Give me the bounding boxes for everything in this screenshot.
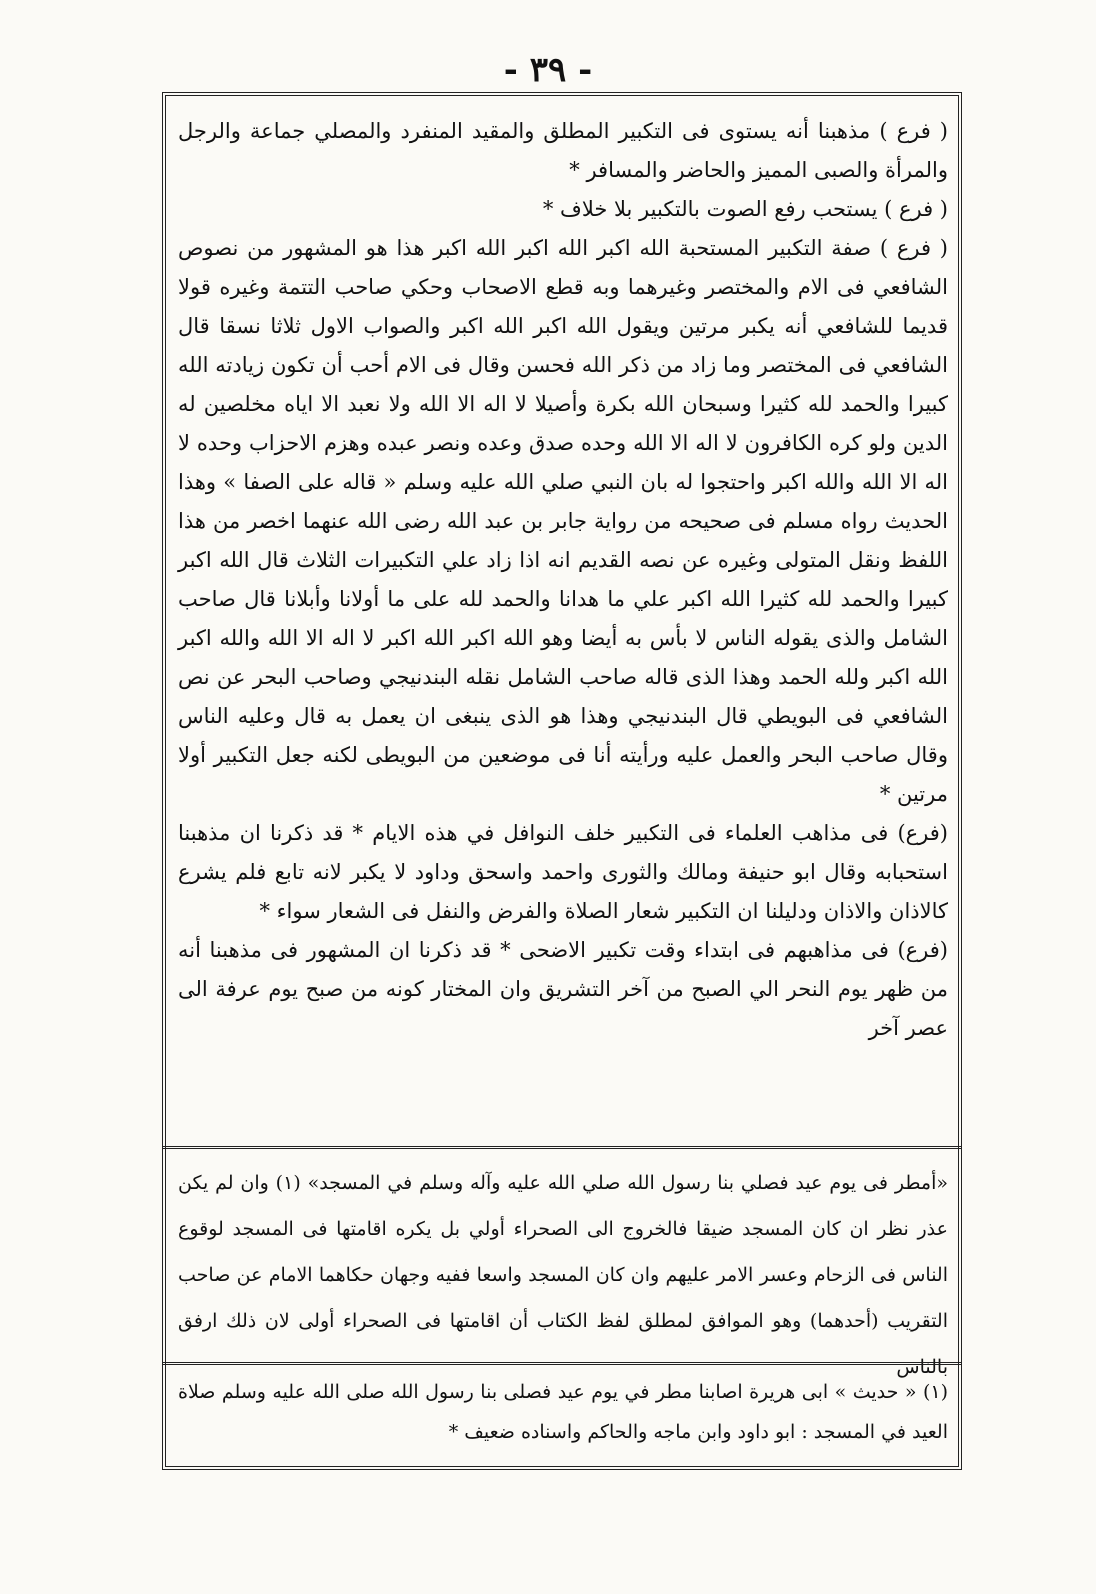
paragraph-4: (فرع) فى مذاهب العلماء فى التكبير خلف النوافل في هذه الايام * قد ذكرنا ان مذهبنا استحبابه وقال ابو حنيفة ومالك والثورى واحمد واسحق وداود لا يكبر لانه تابع فلم يشرع كالاذان والاذان ودليلنا ان التكبير شعار الصلاة والفرض والنفل فى الشعار سواء * [178,821,948,923]
paragraph-2: ( فرع ) يستحب رفع الصوت بالتكبير بلا خلاف * [542,197,948,221]
paragraph-5: (فرع) فى مذاهبهم فى ابتداء وقت تكبير الاضحى * قد ذكرنا ان المشهور فى مذهبنا أنه من ظهر يوم النحر الي الصبح من آخر التشريق وان المختار كونه من صبح يوم عرفة الى عصر آخر [178,938,948,1040]
paragraph-1: ( فرع ) مذهبنا أنه يستوى فى التكبير المطلق والمقيد المنفرد والمصلي جماعة والرجل والمرأة والصبى المميز والحاضر والمسافر * [178,119,948,182]
page-number: - ٣٩ - [503,50,593,90]
divider-commentary [162,1146,962,1149]
main-text [178,112,948,1140]
footnotes-section [178,1372,948,1462]
commentary-section [178,1160,948,1378]
footnote-1: (١) « حديث » ابى هريرة اصابنا مطر في يوم عيد فصلى بنا رسول الله صلى الله عليه وسلم صلاة العيد في المسجد : ابو داود وابن ماجه والحاكم واسناده ضعيف * [178,1381,948,1443]
paragraph-3: ( فرع ) صفة التكبير المستحبة الله اكبر الله اكبر الله اكبر هذا هو المشهور من نصوص الشافعي فى الام والمختصر وغيرهما وبه قطع الاصحاب وحكي صاحب التتمة وغيره قولا قديما للشافعي أنه يكبر مرتين ويقول الله اكبر الله اكبر والصواب الاول ثلاثا نسقا قال الشافعي فى المختصر وما زاد من ذكر الله فحسن وقال فى الام أحب أن تكون زيادته الله كبيرا والحمد لله كثيرا وسبحان الله بكرة وأصيلا لا اله الا الله ولا نعبد الا اياه مخلصين له الدين ولو كره الكافرون لا اله الا الله وحده صدق وعده ونصر عبده وهزم الاحزاب وحده لا اله الا الله والله اكبر واحتجوا له بان النبي صلي الله عليه وسلم « قاله على الصفا » وهذا الحديث رواه مسلم فى صحيحه من رواية جابر بن عبد الله رضى الله عنهما اخصر من هذا اللفظ ونقل المتولى وغيره عن نصه القديم انه اذا زاد علي التكبيرات الثلاث قال الله اكبر كبيرا والحمد لله كثيرا الله اكبر علي ما هدانا والحمد لله على ما أولانا وأبلانا قال صاحب الشامل والذى يقوله الناس لا بأس به أيضا وهو الله اكبر الله اكبر لا اله الا الله والله اكبر الله اكبر ولله الحمد وهذا الذى قاله صاحب الشامل نقله البندنيجي وصاحب البحر عن نص الشافعي فى البويطي قال البندنيجي وهذا هو الذى ينبغى ان يعمل به قال وعليه الناس وقال صاحب البحر والعمل عليه ورأيته أنا فى موضعين من البويطى لكنه جعل التكبير أولا مرتين * [178,236,948,806]
commentary-text: «أمطر فى يوم عيد فصلي بنا رسول الله صلي الله عليه وآله وسلم في المسجد» (١) وان لم يكن عذر نظر ان كان المسجد ضيقا فالخروج الى الصحراء أولي بل يكره اقامتها فى المسجد لوقوع الناس فى الزحام وعسر الامر عليهم وان كان المسجد واسعا ففيه وجهان حكاهما الامام عن صاحب التقريب (أحدهما) وهو الموافق لمطلق لفظ الكتاب أن اقامتها فى الصحراء أولى لان ذلك ارفق بالناس [178,1172,948,1378]
divider-footnotes [162,1362,962,1365]
